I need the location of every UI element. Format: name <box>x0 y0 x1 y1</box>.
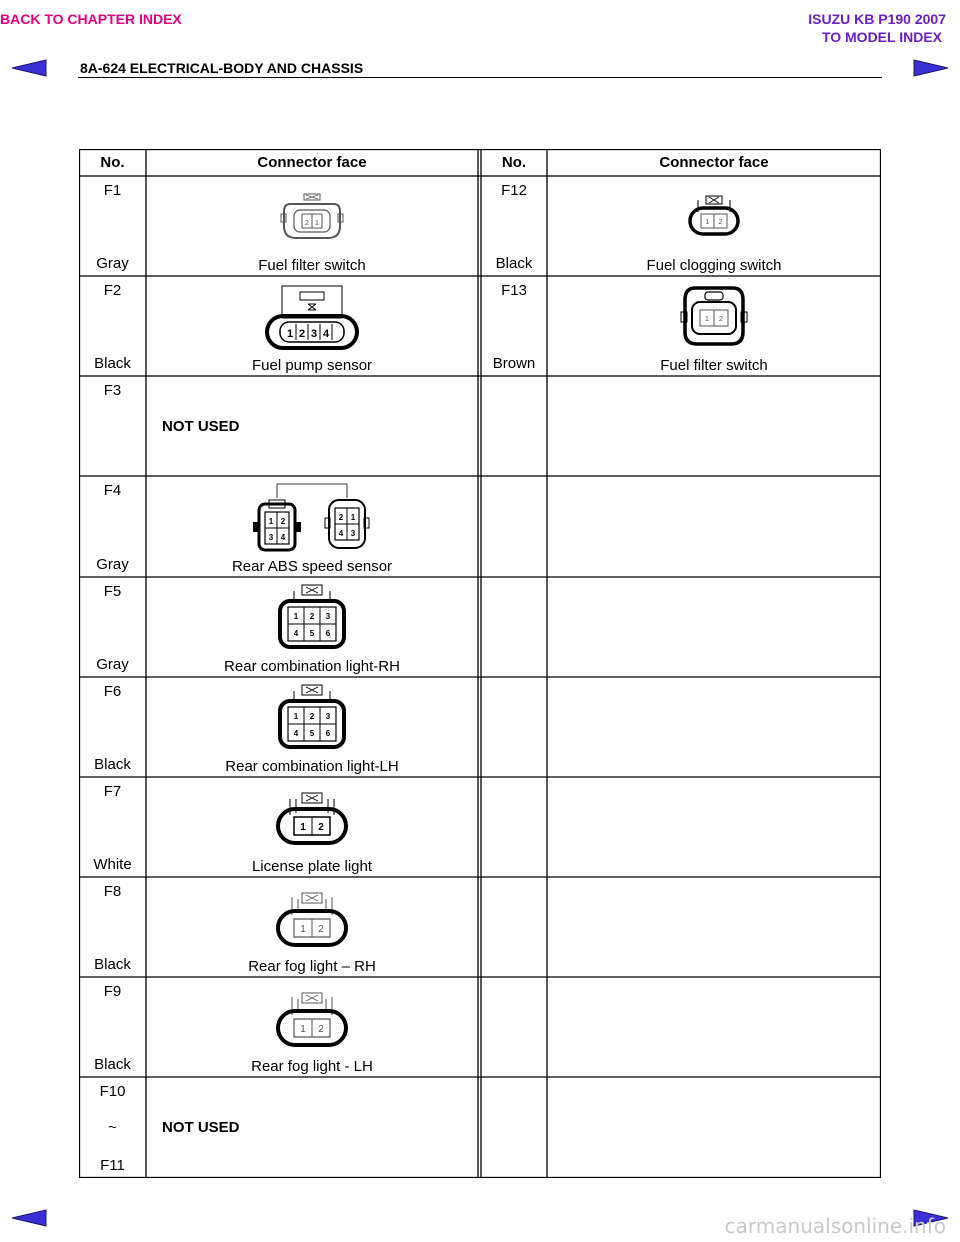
table-row <box>79 376 146 476</box>
svg-text:3: 3 <box>325 712 331 721</box>
svg-text:2: 2 <box>318 822 324 833</box>
svg-text:3: 3 <box>268 533 274 542</box>
connector-number: F4 <box>103 482 122 499</box>
table-row <box>79 276 146 376</box>
svg-text:4: 4 <box>293 629 299 638</box>
connector-color: Brown <box>492 355 536 372</box>
connector-number: F6 <box>103 683 122 700</box>
not-used-label: NOT USED <box>162 1119 240 1136</box>
not-used-label: NOT USED <box>162 418 240 435</box>
svg-text:2: 2 <box>305 220 309 227</box>
connector-table <box>79 149 881 1178</box>
column-header-connector-face: Connector face <box>659 154 769 171</box>
connector-face-cell <box>146 276 478 376</box>
svg-text:2: 2 <box>280 517 286 526</box>
connector-pair-4pin-icon <box>247 482 377 554</box>
svg-text:2: 2 <box>338 513 344 522</box>
connector-caption: License plate light <box>251 858 373 875</box>
connector-2pin-oval-icon <box>280 190 344 242</box>
watermark: carmanualsonline.info <box>724 1214 946 1238</box>
svg-text:1: 1 <box>315 220 319 227</box>
connector-face-cell <box>146 577 478 677</box>
svg-text:2: 2 <box>718 219 723 226</box>
connector-caption: Fuel filter switch <box>660 357 768 374</box>
table-row <box>79 777 146 877</box>
connector-caption: Rear ABS speed sensor <box>231 558 393 575</box>
connector-caption: Rear fog light - LH <box>251 1058 373 1075</box>
connector-caption: Rear combination light-RH <box>224 658 400 675</box>
connector-2pin-icon <box>272 989 352 1051</box>
connector-face-cell <box>547 276 881 376</box>
svg-text:2: 2 <box>318 1024 324 1035</box>
connector-4pin-icon <box>262 284 362 352</box>
svg-text:2: 2 <box>719 316 723 323</box>
connector-6pin-icon <box>272 681 352 751</box>
svg-text:4: 4 <box>338 529 344 538</box>
connector-2pin-icon <box>684 192 744 238</box>
connector-number: F7 <box>103 783 122 800</box>
connector-number: F1 <box>103 182 122 199</box>
connector-2pin-sealed-icon <box>679 282 749 348</box>
connector-2pin-icon <box>272 889 352 951</box>
page-header: 8A-624 ELECTRICAL-BODY AND CHASSIS <box>80 60 364 76</box>
connector-color: Black <box>94 956 131 973</box>
svg-text:3: 3 <box>325 612 331 621</box>
column-header-no: No. <box>501 154 527 171</box>
svg-text:5: 5 <box>309 729 315 738</box>
connector-color: Gray <box>96 255 129 272</box>
table-row <box>79 176 146 276</box>
connector-face-cell <box>146 777 478 877</box>
svg-text:4: 4 <box>322 328 330 340</box>
svg-text:1: 1 <box>293 712 299 721</box>
arrow-right-icon[interactable] <box>912 56 950 80</box>
svg-text:1: 1 <box>705 219 710 226</box>
connector-color: Gray <box>96 656 129 673</box>
table-row <box>481 176 547 276</box>
svg-text:1: 1 <box>286 328 294 340</box>
svg-text:2: 2 <box>309 712 315 721</box>
connector-face-cell <box>146 677 478 777</box>
svg-text:3: 3 <box>310 328 318 340</box>
svg-text:2: 2 <box>309 612 315 621</box>
connector-face-cell <box>146 1077 478 1178</box>
connector-face-cell <box>146 977 478 1077</box>
svg-text:2: 2 <box>298 328 306 340</box>
column-header-connector-face: Connector face <box>257 154 367 171</box>
connector-face-cell <box>547 176 881 276</box>
svg-text:1: 1 <box>300 1024 306 1035</box>
arrow-left-icon[interactable] <box>10 56 48 80</box>
connector-color: Black <box>94 355 131 372</box>
connector-face-cell <box>146 376 478 476</box>
svg-text:5: 5 <box>309 629 315 638</box>
svg-text:1: 1 <box>705 316 709 323</box>
svg-text:1: 1 <box>268 517 274 526</box>
connector-caption: Fuel pump sensor <box>251 357 373 374</box>
connector-color: Gray <box>96 556 129 573</box>
connector-color: White <box>93 856 132 873</box>
range-tilde: ~ <box>108 1119 117 1136</box>
connector-number: F2 <box>103 282 122 299</box>
connector-number: F13 <box>501 282 527 299</box>
connector-number: F3 <box>103 382 122 399</box>
connector-number: F5 <box>103 583 122 600</box>
svg-text:3: 3 <box>350 529 356 538</box>
svg-text:1: 1 <box>350 513 356 522</box>
table-row <box>79 476 146 577</box>
header-rule <box>78 77 882 78</box>
table-row <box>481 276 547 376</box>
table-row <box>79 977 146 1077</box>
connector-number-end: F11 <box>100 1157 125 1174</box>
svg-text:4: 4 <box>293 729 299 738</box>
column-header-no: No. <box>100 154 125 171</box>
svg-text:4: 4 <box>280 533 286 542</box>
connector-color: Black <box>94 1056 131 1073</box>
connector-face-cell <box>146 176 478 276</box>
svg-text:1: 1 <box>300 924 306 935</box>
connector-number: F9 <box>103 983 122 1000</box>
connector-color: Black <box>94 756 131 773</box>
connector-caption: Rear combination light-LH <box>225 758 399 775</box>
svg-text:2: 2 <box>318 924 324 935</box>
connector-2pin-icon <box>272 787 352 849</box>
connector-number: F12 <box>501 182 527 199</box>
model-title-link[interactable]: ISUZU KB P190 2007 <box>808 11 946 27</box>
to-model-index-link[interactable]: TO MODEL INDEX <box>821 29 942 45</box>
back-to-chapter-index-link[interactable]: BACK TO CHAPTER INDEX <box>0 11 182 27</box>
connector-6pin-icon <box>272 581 352 651</box>
table-row <box>79 677 146 777</box>
connector-caption: Rear fog light – RH <box>248 958 376 975</box>
connector-caption: Fuel filter switch <box>258 257 366 274</box>
connector-number: F8 <box>103 883 122 900</box>
table-row <box>79 1077 146 1178</box>
svg-text:1: 1 <box>300 822 306 833</box>
connector-caption: Fuel clogging switch <box>646 257 782 274</box>
svg-text:6: 6 <box>325 629 331 638</box>
table-row <box>79 877 146 977</box>
connector-color: Black <box>495 255 533 272</box>
connector-face-cell <box>146 476 478 577</box>
connector-number: F10 <box>99 1083 126 1100</box>
table-row <box>79 577 146 677</box>
connector-face-cell <box>146 877 478 977</box>
arrow-left-icon[interactable] <box>10 1206 48 1230</box>
svg-text:6: 6 <box>325 729 331 738</box>
svg-text:1: 1 <box>293 612 299 621</box>
